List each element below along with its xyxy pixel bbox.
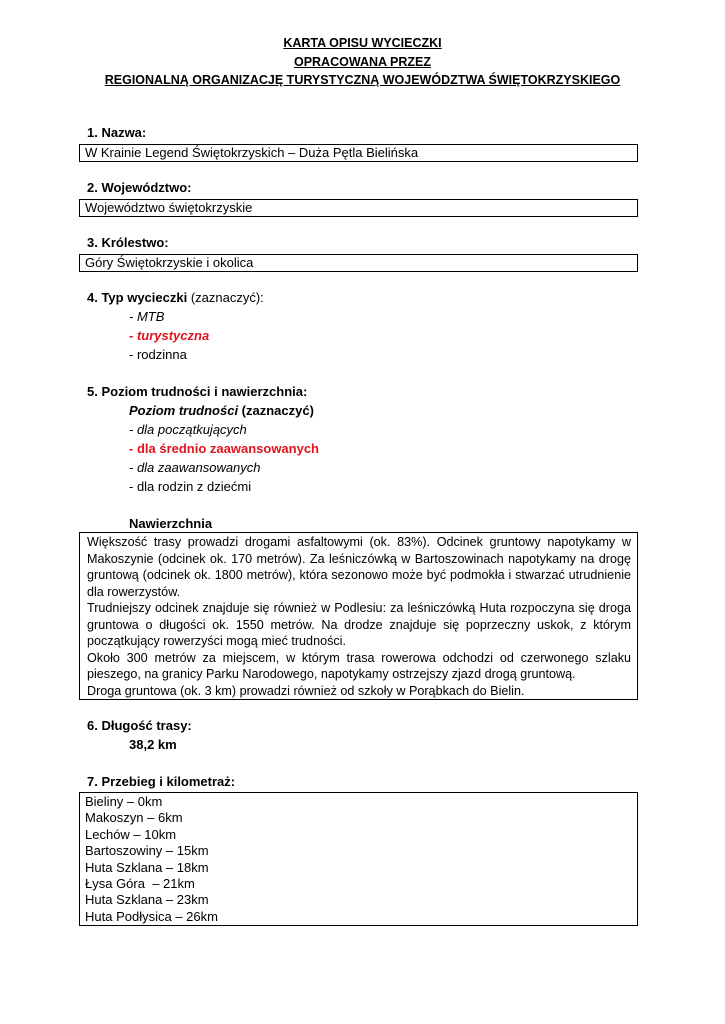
difficulty-sublabel-hint: (zaznaczyć) (238, 403, 314, 418)
surface-paragraph: Około 300 metrów za miejscem, w którym trasa rowerowa odchodzi od czerwonego szlaku pieszego, na granicy Parku Narodowego, napotykamy ostrzejszy zjazd drogą gruntową. (87, 650, 631, 681)
trip-type-label-hint: (zaznaczyć): (187, 290, 264, 305)
route-stop: Huta Podłysica – 26km (85, 908, 218, 924)
header-organization: REGIONALNĄ ORGANIZACJĘ TURYSTYCZNĄ WOJEWÓDZTWA ŚWIĘTOKRZYSKIEGO (104, 73, 621, 87)
surface-description (79, 532, 638, 700)
difficulty-option-families: - dla rodzin z dziećmi (129, 479, 252, 494)
kingdom-label: 3. Królestwo: (87, 235, 169, 250)
name-value: W Krainie Legend Świętokrzyskich – Duża Pętla Bielińska (85, 145, 419, 160)
route-stop: Huta Szklana – 18km (85, 859, 209, 875)
route-stop: Łysa Góra – 21km (85, 876, 195, 892)
header-title: KARTA OPISU WYCIECZKI (283, 36, 442, 50)
difficulty-sublabel-italic: Poziom trudności (129, 403, 239, 418)
surface-label: Nawierzchnia (129, 516, 213, 531)
route-stop: Lechów – 10km (85, 826, 177, 842)
difficulty-label: 5. Poziom trudności i nawierzchnia: (87, 384, 308, 399)
voivodeship-label: 2. Województwo: (87, 180, 192, 195)
header-subtitle: OPRACOWANA PRZEZ (293, 55, 432, 69)
voivodeship-field (79, 199, 638, 217)
name-field (79, 144, 638, 162)
difficulty-option-intermediate-selected: - dla średnio zaawansowanych (129, 441, 319, 456)
route-stop: Huta Szklana – 23km (85, 892, 209, 908)
route-label: 7. Przebieg i kilometraż: (87, 774, 236, 789)
kingdom-field (79, 254, 638, 272)
kingdom-value: Góry Świętokrzyskie i okolica (85, 255, 254, 270)
name-label: 1. Nazwa: (87, 125, 147, 140)
route-stop: Bartoszowiny – 15km (85, 843, 209, 859)
trip-type-option-family: - rodzinna (129, 347, 187, 362)
route-list (79, 792, 638, 926)
route-stop: Makoszyn – 6km (85, 810, 183, 826)
difficulty-option-advanced: - dla zaawansowanych (129, 460, 261, 475)
trip-type-option-mtb: - MTB (129, 309, 165, 324)
route-stop: Bieliny – 0km (85, 794, 163, 809)
trip-type-option-touring-selected: - turystyczna (129, 328, 210, 343)
length-value: 38,2 km (129, 737, 177, 752)
surface-paragraph: Droga gruntowa (ok. 3 km) prowadzi również od szkoły w Porąbkach do Bielin. (87, 683, 525, 698)
difficulty-option-beginner: - dla początkujących (129, 422, 247, 437)
surface-paragraph: Trudniejszy odcinek znajduje się również w Podlesiu: za leśniczówką Huta rozpoczyna się droga gruntowa o długości ok. 1550 metrów. Na drodze znajduje się poprzeczny uskok, z którym początkujący rowerzyści mogą mieć trudności. (87, 601, 631, 648)
difficulty-sublabel (129, 403, 314, 418)
surface-paragraph: Większość trasy prowadzi drogami asfaltowymi (ok. 83%). Odcinek gruntowy napotykamy w Makoszynie (odcinek ok. 170 metrów). Za leśniczówką w Bartoszowinach napotykamy na drogę gruntową (odcinek ok. 1800 metrów), która sezonowo może być podmokła i stwarzać utrudnienie dla rowerzystów. (87, 535, 631, 599)
length-label: 6. Długość trasy: (87, 718, 192, 733)
trip-type-label-bold: 4. Typ wycieczki (87, 290, 188, 305)
trip-type-label (87, 290, 264, 305)
voivodeship-value: Województwo świętokrzyskie (85, 200, 253, 215)
